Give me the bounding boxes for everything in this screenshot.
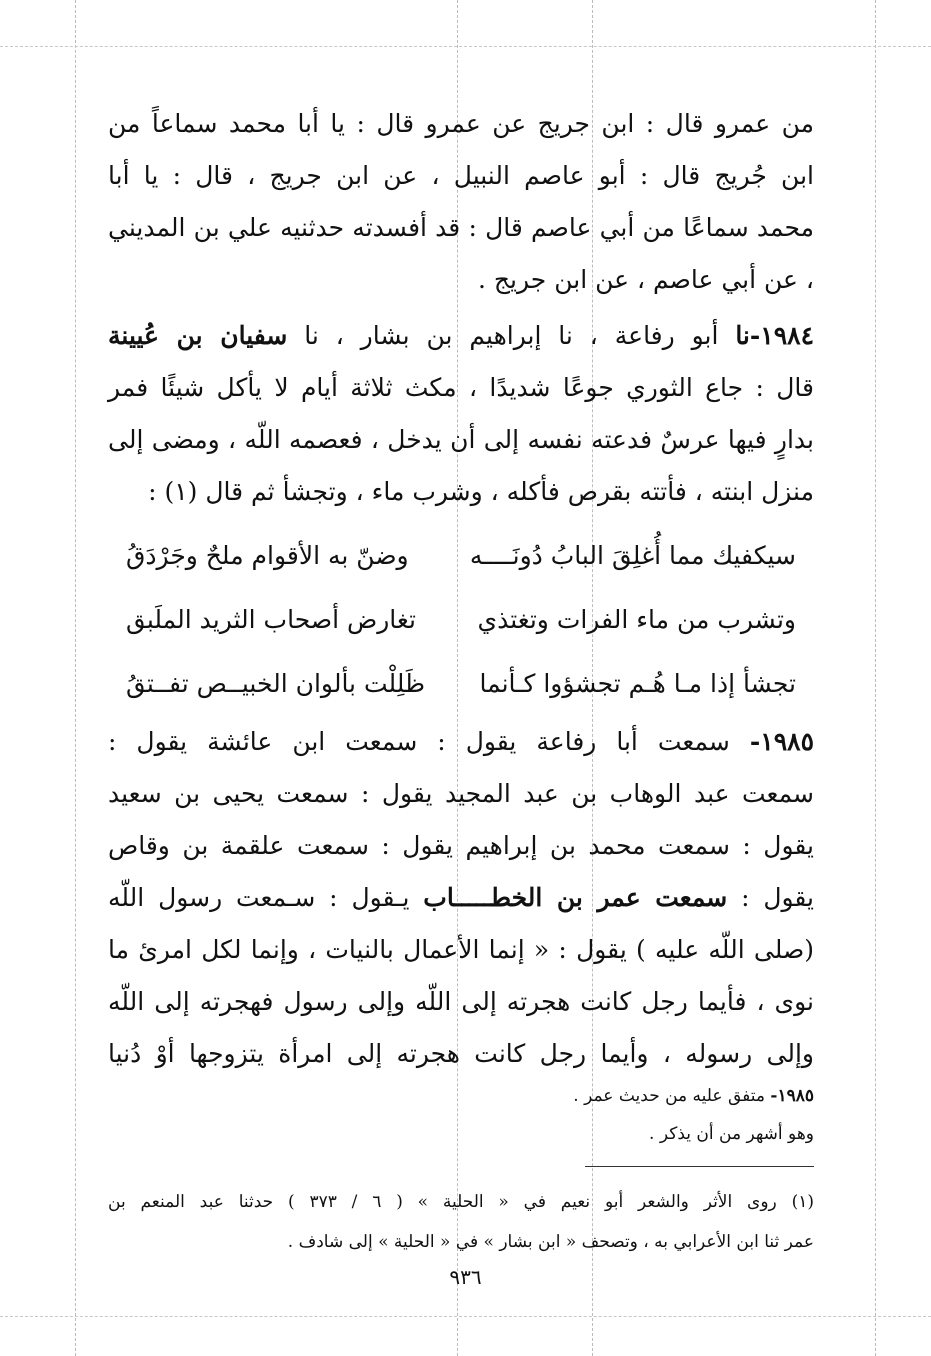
text-line: [108, 872, 814, 924]
poem: [108, 524, 814, 716]
poem-verse: [108, 588, 814, 652]
hadith-number: ١٩٨٤-: [749, 321, 814, 350]
footnote-line: عمر ثنا ابن الأعرابي به ، وتصحف « ابن بشار » في « الحلية » إلى شادف .: [287, 1232, 814, 1252]
commentary-line: وهو أشهر من أن يذكر .: [649, 1124, 814, 1144]
text-line: ، عن أبي عاصم ، عن ابن جريج .: [478, 265, 814, 294]
text-line: نوى ، فأيما رجل كانت هجرته إلى اللّه وإلى رسول فهجرته إلى اللّه: [108, 987, 814, 1016]
scan-guide-line: [0, 1316, 931, 1317]
commentary-line: [108, 1077, 814, 1115]
scan-guide-line: [875, 0, 876, 1356]
text-line: من عمرو قال : ابن جريج عن عمرو قال : يا أبا محمد سماعاً من: [108, 109, 814, 138]
verse-first-hemistich: سيكفيك مما أُغلِقَ البابُ دُونَــــه: [469, 541, 796, 570]
text-line: وإلى رسوله ، وأيما رجل كانت هجرته إلى امرأة يتزوجها أوْ دُنيا: [108, 1039, 814, 1068]
scan-guide-line: [75, 0, 76, 1356]
poem-verse: [108, 524, 814, 588]
text-line: محمد سماعًا من أبي عاصم قال : قد أفسدته حدثنيه علي بن المديني: [108, 213, 814, 242]
verse-second-hemistich: ظَلِلْت بألوان الخبيــص تفــتقُ: [126, 669, 425, 698]
page-body: [108, 98, 814, 1084]
isnad-text: أبو رفاعة ، نا إبراهيم بن بشار ، نا: [287, 321, 736, 350]
verse-first-hemistich: تجشأ إذا مـا هُـم تجشؤوا كـأنما: [479, 669, 796, 698]
text-line: [108, 310, 814, 362]
text-line: (صلى اللّه عليه ) يقول : « إنما الأعمال بالنيات ، وإنما لكل امرئ ما: [108, 935, 814, 964]
text-line: سمعت عبد الوهاب بن عبد المجيد يقول : سمعت يحيى بن سعيد: [108, 779, 814, 808]
scan-guide-line: [0, 46, 931, 47]
narrator-name: سفيان بن عُيينة: [108, 321, 288, 350]
hadith-number: ١٩٨٥-: [770, 1086, 814, 1106]
footnote-separator: [585, 1166, 814, 1167]
verse-first-hemistich: وتشرب من ماء الفرات وتغتذي: [477, 605, 796, 634]
text-line: [108, 716, 814, 768]
verse-second-hemistich: وضنّ به الأقوام ملحٌ وجَرْدَقُ: [126, 541, 409, 570]
text-line: منزل ابنته ، فأتته بقرص فأكله ، وشرب ماء ، وتجشأ ثم قال (١) :: [148, 477, 814, 506]
footnote-line: (١) روى الأثر والشعر أبو نعيم في « الحلية » ( ٦ / ٣٧٣ ) حدثنا عبد المنعم بن: [108, 1192, 815, 1212]
paragraph-1983-tail: [108, 98, 814, 306]
footnote: [108, 1182, 814, 1262]
commentary-text: متفق عليه من حديث عمر .: [573, 1086, 771, 1106]
paragraph-1984: [108, 310, 814, 518]
text-line: ابن جُريج قال : أبو عاصم النبيل ، عن ابن جريج ، قال : يا أبا: [108, 161, 814, 190]
verse-second-hemistich: تغارض أصحاب الثريد الملَبق: [126, 605, 416, 634]
narration-word: نا: [735, 321, 750, 350]
text-line: يقول : سمعت محمد بن إبراهيم يقول : سمعت علقمة بن وقاص: [108, 831, 814, 860]
isnad-text: يـقول : سـمعت رسول اللّه: [108, 883, 424, 912]
page-number: ٩٣٦: [449, 1265, 482, 1289]
narrator-name: سمعت عمر بن الخطـــــاب: [423, 883, 728, 912]
isnad-text: يقول :: [727, 883, 815, 912]
text-line: بدارٍ فيها عرسٌ فدعته نفسه إلى أن يدخل ، فعصمه اللّه ، ومضى إلى: [108, 425, 814, 454]
isnad-text: سمعت أبا رفاعة يقول : سمعت ابن عائشة يقول :: [108, 727, 750, 756]
hadith-number: ١٩٨٥-: [749, 727, 814, 756]
poem-verse: [108, 652, 814, 716]
hadith-commentary: [108, 1077, 814, 1153]
paragraph-1985: [108, 716, 814, 1080]
text-line: قال : جاع الثوري جوعًا شديدًا ، مكث ثلاثة أيام لا يأكل شيئًا فمر: [108, 373, 814, 402]
